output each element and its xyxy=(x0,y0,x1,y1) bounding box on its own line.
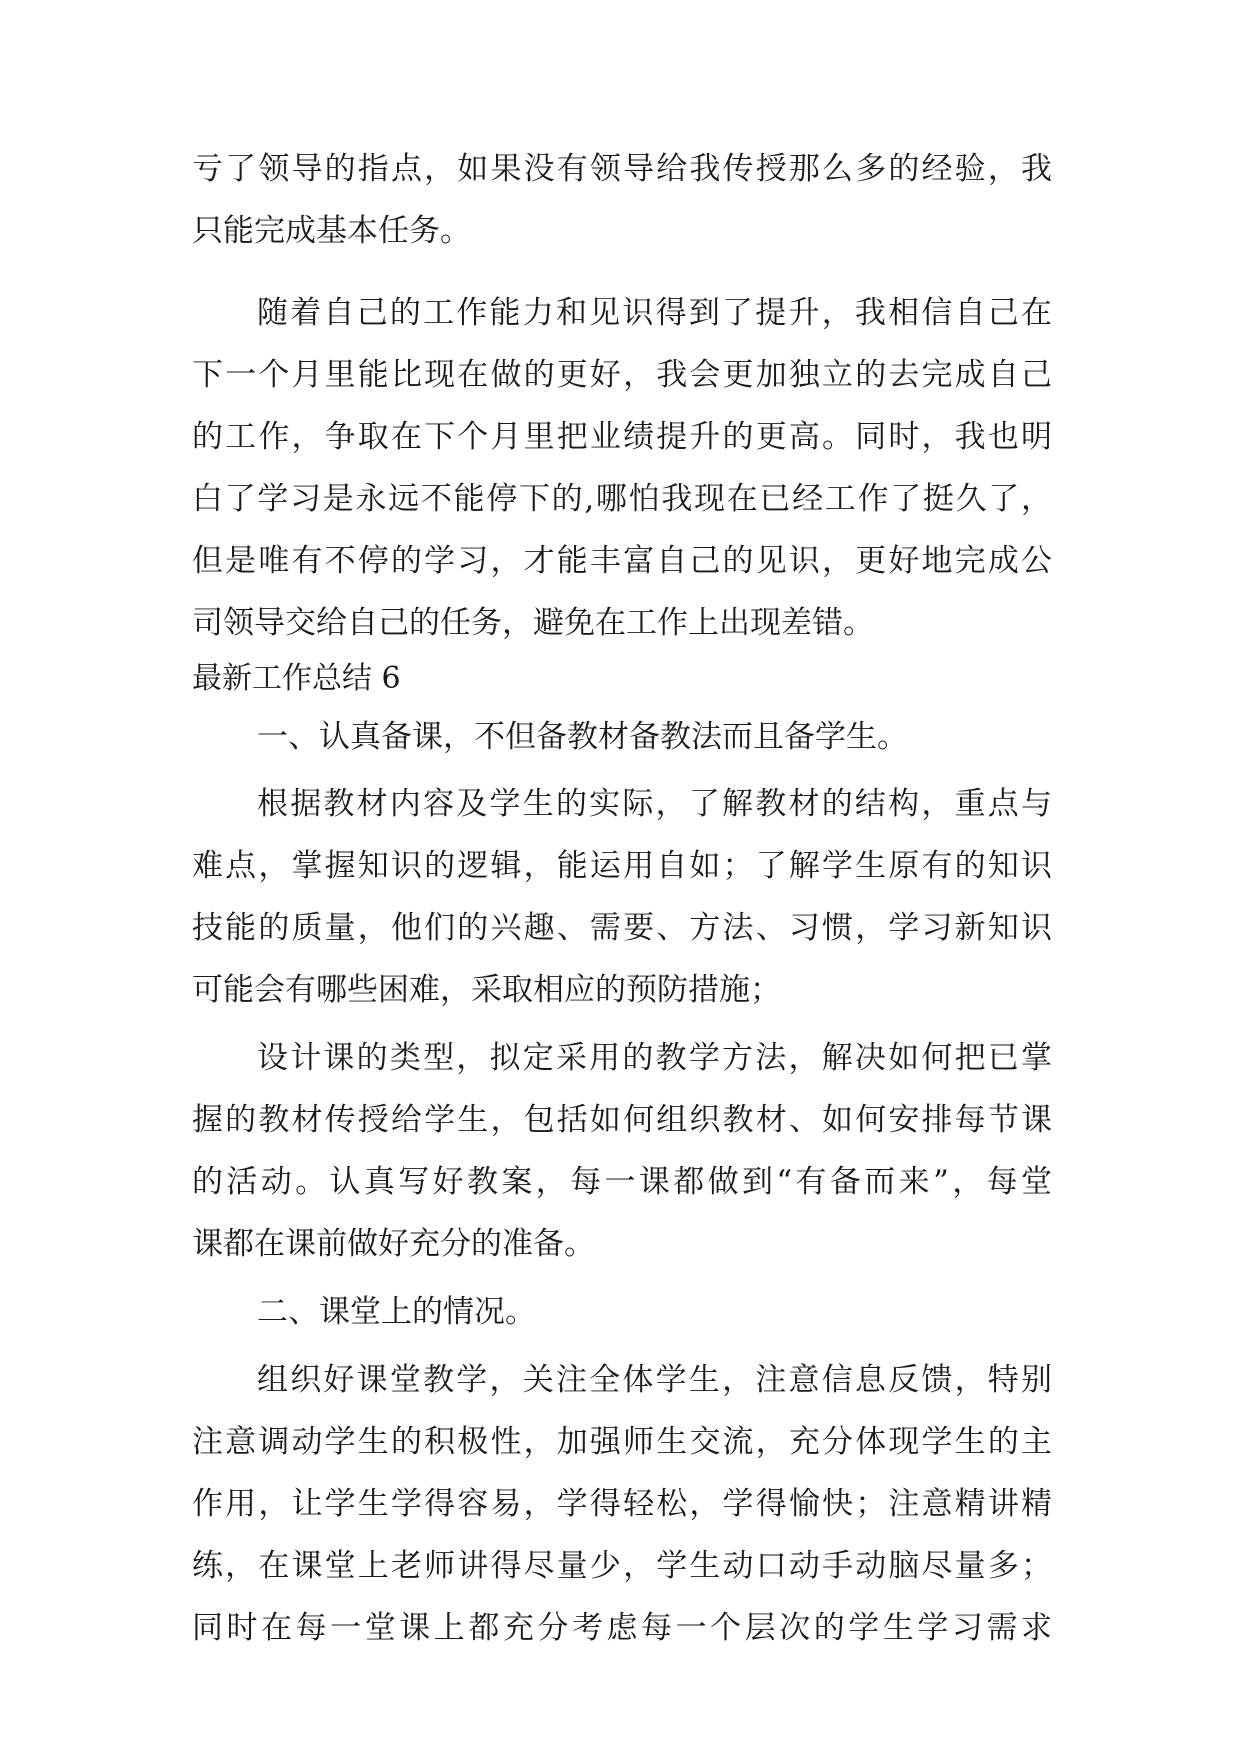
paragraph-line: 练，在课堂上老师讲得尽量少，学生动口动手动脑尽量多； xyxy=(192,1548,1052,1584)
paragraph-line: 课都在课前做好充分的准备。 xyxy=(192,1226,595,1262)
paragraph-line: 根据教材内容及学生的实际，了解教材的结构，重点与 xyxy=(257,786,1052,822)
paragraph-line: 随着自己的工作能力和见识得到了提升，我相信自己在 xyxy=(257,295,1052,331)
paragraph-line: 可能会有哪些困难，采取相应的预防措施； xyxy=(192,972,781,1008)
paragraph-line: 握的教材传授给学生，包括如何组织教材、如何安排每节课 xyxy=(192,1102,1052,1138)
paragraph-line: 作用，让学生学得容易，学得轻松，学得愉快；注意精讲精 xyxy=(192,1486,1052,1522)
paragraph-line: 的工作，争取在下个月里把业绩提升的更高。同时，我也明 xyxy=(192,419,1052,455)
paragraph-line: 亏了领导的指点，如果没有领导给我传授那么多的经验，我 xyxy=(192,151,1052,187)
paragraph-line: 同时在每一堂课上都充分考虑每一个层次的学生学习需求 xyxy=(192,1610,1052,1646)
paragraph-line: 组织好课堂教学，关注全体学生，注意信息反馈，特别 xyxy=(257,1362,1052,1398)
section-title: 最新工作总结 6 xyxy=(192,661,401,696)
paragraph-line: 下一个月里能比现在做的更好，我会更加独立的去完成自己 xyxy=(192,357,1052,393)
paragraph-line: 的活动。认真写好教案，每一课都做到“有备而来”，每堂 xyxy=(192,1164,1052,1200)
subheading-line: 一、认真备课，不但备教材备教法而且备学生。 xyxy=(257,719,908,755)
paragraph-line: 技能的质量，他们的兴趣、需要、方法、习惯，学习新知识 xyxy=(192,910,1052,946)
subheading-line: 二、课堂上的情况。 xyxy=(257,1294,536,1330)
paragraph-line: 但是唯有不停的学习，才能丰富自己的见识，更好地完成公 xyxy=(192,543,1052,579)
paragraph-line: 难点，掌握知识的逻辑，能运用自如；了解学生原有的知识 xyxy=(192,848,1052,884)
paragraph-line: 白了学习是永远不能停下的,哪怕我现在已经工作了挺久了， xyxy=(192,481,1052,517)
paragraph-line: 只能完成基本任务。 xyxy=(192,213,471,249)
paragraph-line: 注意调动学生的积极性，加强师生交流，充分体现学生的主 xyxy=(192,1424,1052,1460)
paragraph-line: 设计课的类型，拟定采用的教学方法，解决如何把已掌 xyxy=(257,1040,1052,1076)
paragraph-line: 司领导交给自己的任务，避免在工作上出现差错。 xyxy=(192,605,874,641)
